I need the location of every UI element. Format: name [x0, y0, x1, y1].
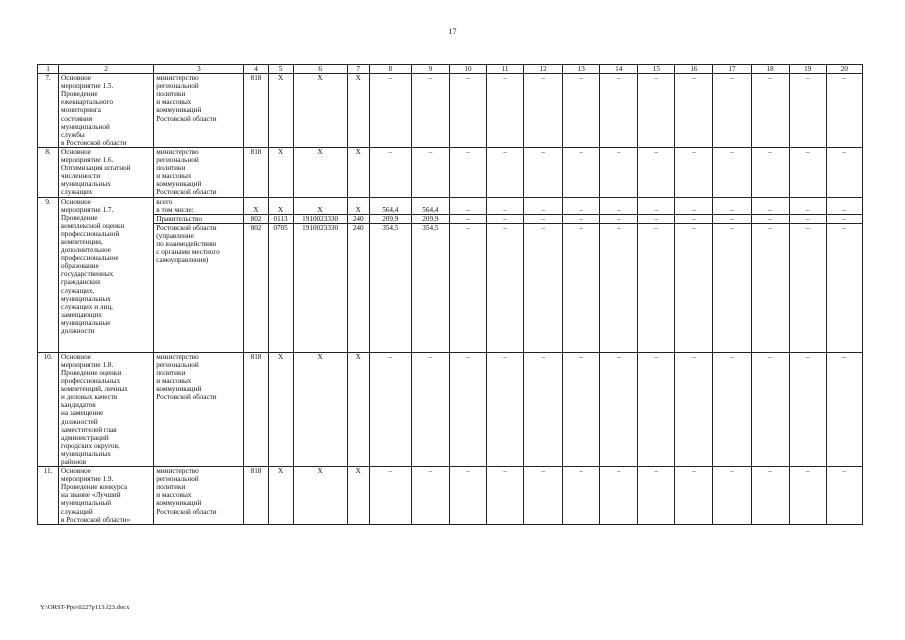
- value-cell: –: [751, 223, 789, 352]
- column-number: 11: [486, 65, 523, 74]
- value-cell: 1910023330: [293, 214, 347, 223]
- value-cell: –: [524, 147, 563, 197]
- value-cell: –: [486, 214, 523, 223]
- value-cell: 209,9: [369, 214, 411, 223]
- value-cell: –: [751, 197, 789, 214]
- executor-name: министерство региональной политики и массовых коммуникаций Ростовской области: [154, 467, 244, 525]
- value-cell: –: [675, 74, 713, 148]
- value-cell: –: [713, 197, 751, 214]
- table-row: [38, 74, 863, 148]
- value-cell: –: [486, 197, 523, 214]
- value-cell: Х: [293, 467, 347, 525]
- table-row: [38, 197, 863, 214]
- page-number: 17: [448, 27, 457, 36]
- value-cell: Х: [293, 197, 347, 214]
- value-cell: 818: [244, 74, 268, 148]
- value-cell: –: [675, 214, 713, 223]
- row-number: 8.: [38, 147, 59, 197]
- value-cell: –: [638, 74, 675, 148]
- value-cell: –: [563, 352, 600, 466]
- value-cell: –: [789, 214, 826, 223]
- value-cell: Х: [268, 147, 293, 197]
- value-cell: –: [751, 467, 789, 525]
- value-cell: –: [751, 352, 789, 466]
- column-number: 17: [713, 65, 751, 74]
- column-number-row: [38, 65, 863, 74]
- executor-name: Правительство: [154, 214, 244, 223]
- value-cell: –: [713, 352, 751, 466]
- value-cell: Х: [347, 352, 369, 466]
- value-cell: Х: [293, 352, 347, 466]
- value-cell: –: [600, 352, 638, 466]
- column-number: 16: [675, 65, 713, 74]
- value-cell: –: [369, 467, 411, 525]
- value-cell: –: [789, 197, 826, 214]
- value-cell: –: [638, 223, 675, 352]
- activity-name: Основное мероприятие 1.6. Оптимизация штатной численности муниципальных служащих: [59, 147, 154, 197]
- executor-name: министерство региональной политики и массовых коммуникаций Ростовской области: [154, 147, 244, 197]
- value-cell: –: [411, 467, 449, 525]
- value-cell: 818: [244, 352, 268, 466]
- value-cell: –: [600, 147, 638, 197]
- value-cell: Х: [268, 197, 293, 214]
- value-cell: –: [675, 223, 713, 352]
- row-number: 9.: [38, 197, 59, 352]
- value-cell: –: [600, 223, 638, 352]
- value-cell: Х: [268, 74, 293, 148]
- value-cell: –: [369, 74, 411, 148]
- row-number: 11.: [38, 467, 59, 525]
- value-cell: –: [713, 467, 751, 525]
- value-cell: –: [638, 147, 675, 197]
- value-cell: –: [486, 74, 523, 148]
- value-cell: Х: [347, 74, 369, 148]
- row-number: 7.: [38, 74, 59, 148]
- value-cell: –: [524, 223, 563, 352]
- value-cell: –: [524, 467, 563, 525]
- executor-name: министерство региональной политики и массовых коммуникаций Ростовской области: [154, 74, 244, 148]
- value-cell: –: [789, 147, 826, 197]
- budget-table: [37, 64, 863, 525]
- column-number: 3: [154, 65, 244, 74]
- column-number: 12: [524, 65, 563, 74]
- value-cell: –: [449, 197, 486, 214]
- value-cell: Х: [268, 467, 293, 525]
- value-cell: –: [713, 74, 751, 148]
- value-cell: –: [638, 197, 675, 214]
- value-cell: –: [638, 352, 675, 466]
- value-cell: –: [449, 147, 486, 197]
- value-cell: –: [449, 74, 486, 148]
- value-cell: –: [638, 467, 675, 525]
- value-cell: –: [411, 147, 449, 197]
- activity-name: Основное мероприятие 1.8. Проведение оценки профессиональных компетенций, личных и деловых качеств кандидатов на замещение должностей заместителей глав администраций городских округов, муниципальных районов: [59, 352, 154, 466]
- value-cell: Х: [347, 467, 369, 525]
- activity-name: Основное мероприятие 1.5. Проведение ежеквартального мониторинга состояния муниципальной службы в Ростовской области: [59, 74, 154, 148]
- value-cell: –: [826, 197, 862, 214]
- value-cell: –: [826, 214, 862, 223]
- value-cell: –: [449, 352, 486, 466]
- value-cell: –: [751, 74, 789, 148]
- value-cell: Х: [293, 147, 347, 197]
- value-cell: –: [789, 467, 826, 525]
- column-number: 2: [59, 65, 154, 74]
- column-number: 13: [563, 65, 600, 74]
- value-cell: 354,5: [411, 223, 449, 352]
- value-cell: –: [789, 352, 826, 466]
- value-cell: Х: [347, 197, 369, 214]
- value-cell: –: [369, 147, 411, 197]
- value-cell: Х: [347, 147, 369, 197]
- value-cell: –: [411, 352, 449, 466]
- value-cell: –: [751, 147, 789, 197]
- value-cell: –: [600, 197, 638, 214]
- value-cell: –: [789, 223, 826, 352]
- value-cell: 0705: [268, 223, 293, 352]
- file-path-footer: Y:\ORST-Ppo\0227p113.f23.docx: [40, 604, 130, 611]
- column-number: 14: [600, 65, 638, 74]
- value-cell: –: [449, 223, 486, 352]
- value-cell: –: [826, 352, 862, 466]
- column-number: 7: [347, 65, 369, 74]
- value-cell: –: [713, 214, 751, 223]
- row-number: 10.: [38, 352, 59, 466]
- value-cell: Х: [268, 352, 293, 466]
- value-cell: 240: [347, 223, 369, 352]
- executor-name: Ростовской области (управление по взаимодействию с органами местного самоуправления): [154, 223, 244, 352]
- value-cell: 802: [244, 214, 268, 223]
- value-cell: –: [600, 467, 638, 525]
- value-cell: 354,5: [369, 223, 411, 352]
- table-row: [38, 352, 863, 466]
- table-row: [38, 214, 863, 223]
- value-cell: –: [638, 214, 675, 223]
- value-cell: –: [826, 147, 862, 197]
- value-cell: –: [826, 467, 862, 525]
- column-number: 9: [411, 65, 449, 74]
- value-cell: 802: [244, 223, 268, 352]
- value-cell: –: [563, 147, 600, 197]
- value-cell: –: [563, 197, 600, 214]
- value-cell: –: [713, 223, 751, 352]
- value-cell: –: [751, 214, 789, 223]
- table-row: [38, 467, 863, 525]
- value-cell: –: [826, 74, 862, 148]
- table-row: [38, 147, 863, 197]
- column-number: 1: [38, 65, 59, 74]
- value-cell: –: [713, 147, 751, 197]
- value-cell: –: [449, 467, 486, 525]
- value-cell: Х: [293, 74, 347, 148]
- value-cell: 240: [347, 214, 369, 223]
- column-number: 15: [638, 65, 675, 74]
- executor-total-label: всего в том числе:: [154, 197, 244, 214]
- value-cell: –: [826, 223, 862, 352]
- column-number: 6: [293, 65, 347, 74]
- value-cell: –: [486, 467, 523, 525]
- value-cell: 564,4: [411, 197, 449, 214]
- value-cell: 209,9: [411, 214, 449, 223]
- value-cell: –: [486, 352, 523, 466]
- value-cell: –: [675, 467, 713, 525]
- value-cell: 1910023330: [293, 223, 347, 352]
- value-cell: –: [789, 74, 826, 148]
- value-cell: –: [675, 197, 713, 214]
- value-cell: –: [675, 147, 713, 197]
- value-cell: –: [486, 147, 523, 197]
- value-cell: –: [486, 223, 523, 352]
- value-cell: –: [411, 74, 449, 148]
- value-cell: Х: [244, 197, 268, 214]
- column-number: 19: [789, 65, 826, 74]
- value-cell: –: [369, 352, 411, 466]
- column-number: 10: [449, 65, 486, 74]
- value-cell: 564,4: [369, 197, 411, 214]
- value-cell: –: [563, 74, 600, 148]
- value-cell: –: [563, 467, 600, 525]
- activity-name: Основное мероприятие 1.7. Проведение комплексной оценки профессиональной компетенции, дополнительное профессиональное образование государственных гражданских служащих, муниципальных служащих и лиц, замещающих муниципальные должности: [59, 197, 154, 352]
- activity-name: Основное мероприятие 1.9. Проведение конкурса на звание «Лучший муниципальный служащий в Ростовской области»: [59, 467, 154, 525]
- executor-name: министерство региональной политики и массовых коммуникаций Ростовской области: [154, 352, 244, 466]
- value-cell: 0113: [268, 214, 293, 223]
- value-cell: –: [449, 214, 486, 223]
- value-cell: –: [524, 74, 563, 148]
- value-cell: –: [600, 74, 638, 148]
- value-cell: –: [524, 214, 563, 223]
- value-cell: –: [563, 223, 600, 352]
- value-cell: –: [600, 214, 638, 223]
- table-row: [38, 223, 863, 352]
- column-number: 18: [751, 65, 789, 74]
- value-cell: 818: [244, 147, 268, 197]
- value-cell: –: [563, 214, 600, 223]
- column-number: 4: [244, 65, 268, 74]
- column-number: 8: [369, 65, 411, 74]
- value-cell: –: [524, 197, 563, 214]
- column-number: 20: [826, 65, 862, 74]
- value-cell: –: [675, 352, 713, 466]
- value-cell: 818: [244, 467, 268, 525]
- column-number: 5: [268, 65, 293, 74]
- value-cell: –: [524, 352, 563, 466]
